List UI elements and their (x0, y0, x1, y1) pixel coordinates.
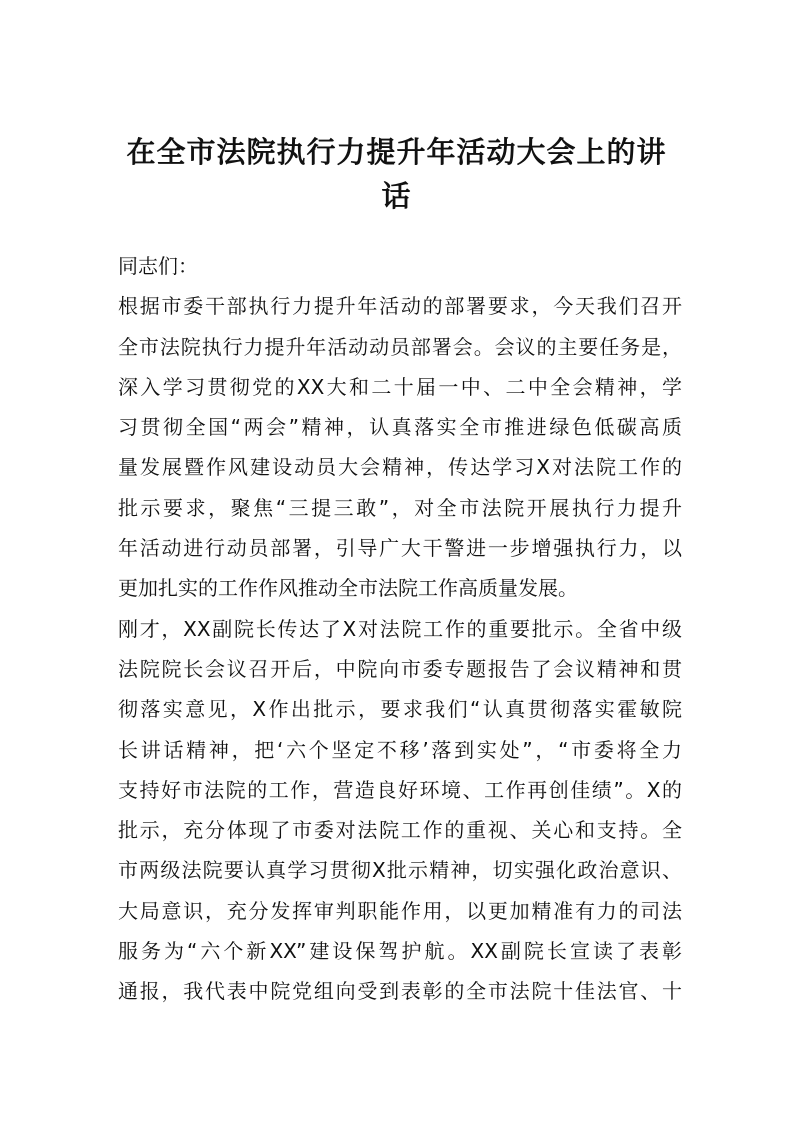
body-text-line: 批示要求，聚焦“三提三敢”，对全市法院开展执行力提升 (118, 495, 682, 520)
salutation: 同志们： (118, 254, 198, 278)
body-text-line: 长讲话精神，把‘六个坚定不移’落到实处”，“市委将全力 (118, 737, 682, 762)
body-text-line: 法院院长会议召开后，中院向市委专题报告了会议精神和贯 (118, 656, 682, 681)
body-text-line: 刚才，XX副院长传达了X对法院工作的重要批示。全省中级 (118, 616, 682, 641)
body-text-line: 习贯彻全国“两会”精神，认真落实全市推进绿色低碳高质 (118, 415, 682, 440)
body-text-line: 批示，充分体现了市委对法院工作的重视、关心和支持。全 (118, 818, 682, 843)
body-text-line: 大局意识，充分发挥审判职能作用，以更加精准有力的司法 (118, 898, 682, 923)
body-text-line: 支持好市法院的工作，营造良好环境、工作再创佳绩”。X的 (118, 777, 682, 802)
body-text-line: 根据市委干部执行力提升年活动的部署要求，今天我们召开 (118, 294, 682, 319)
body-text-line: 年活动进行动员部署，引导广大干警进一步增强执行力，以 (118, 536, 682, 561)
body-text-line: 彻落实意见，X作出批示，要求我们“认真贯彻落实霍敏院 (118, 697, 682, 722)
body-text-line: 量发展暨作风建设动员大会精神，传达学习X对法院工作的 (118, 455, 682, 480)
body-text-line: 深入学习贯彻党的XX大和二十届一中、二中全会精神，学 (118, 374, 682, 399)
body-text-line: 更加扎实的工作作风推动全市法院工作高质量发展。 (118, 576, 578, 601)
document-title-line-2: 话 (381, 179, 412, 213)
document-title-line-1: 在全市法院执行力提升年活动大会上的讲 (126, 135, 667, 169)
document-body (118, 246, 682, 1012)
body-text-line: 服务为“六个新XX”建设保驾护航。XX副院长宣读了表彰 (118, 939, 682, 964)
body-text-line: 通报，我代表中院党组向受到表彰的全市法院十佳法官、十 (118, 979, 682, 1004)
body-text-line: 市两级法院要认真学习贯彻X批示精神，切实强化政治意识、 (118, 858, 682, 883)
body-text-line: 全市法院执行力提升年活动动员部署会。会议的主要任务是， (118, 334, 682, 359)
